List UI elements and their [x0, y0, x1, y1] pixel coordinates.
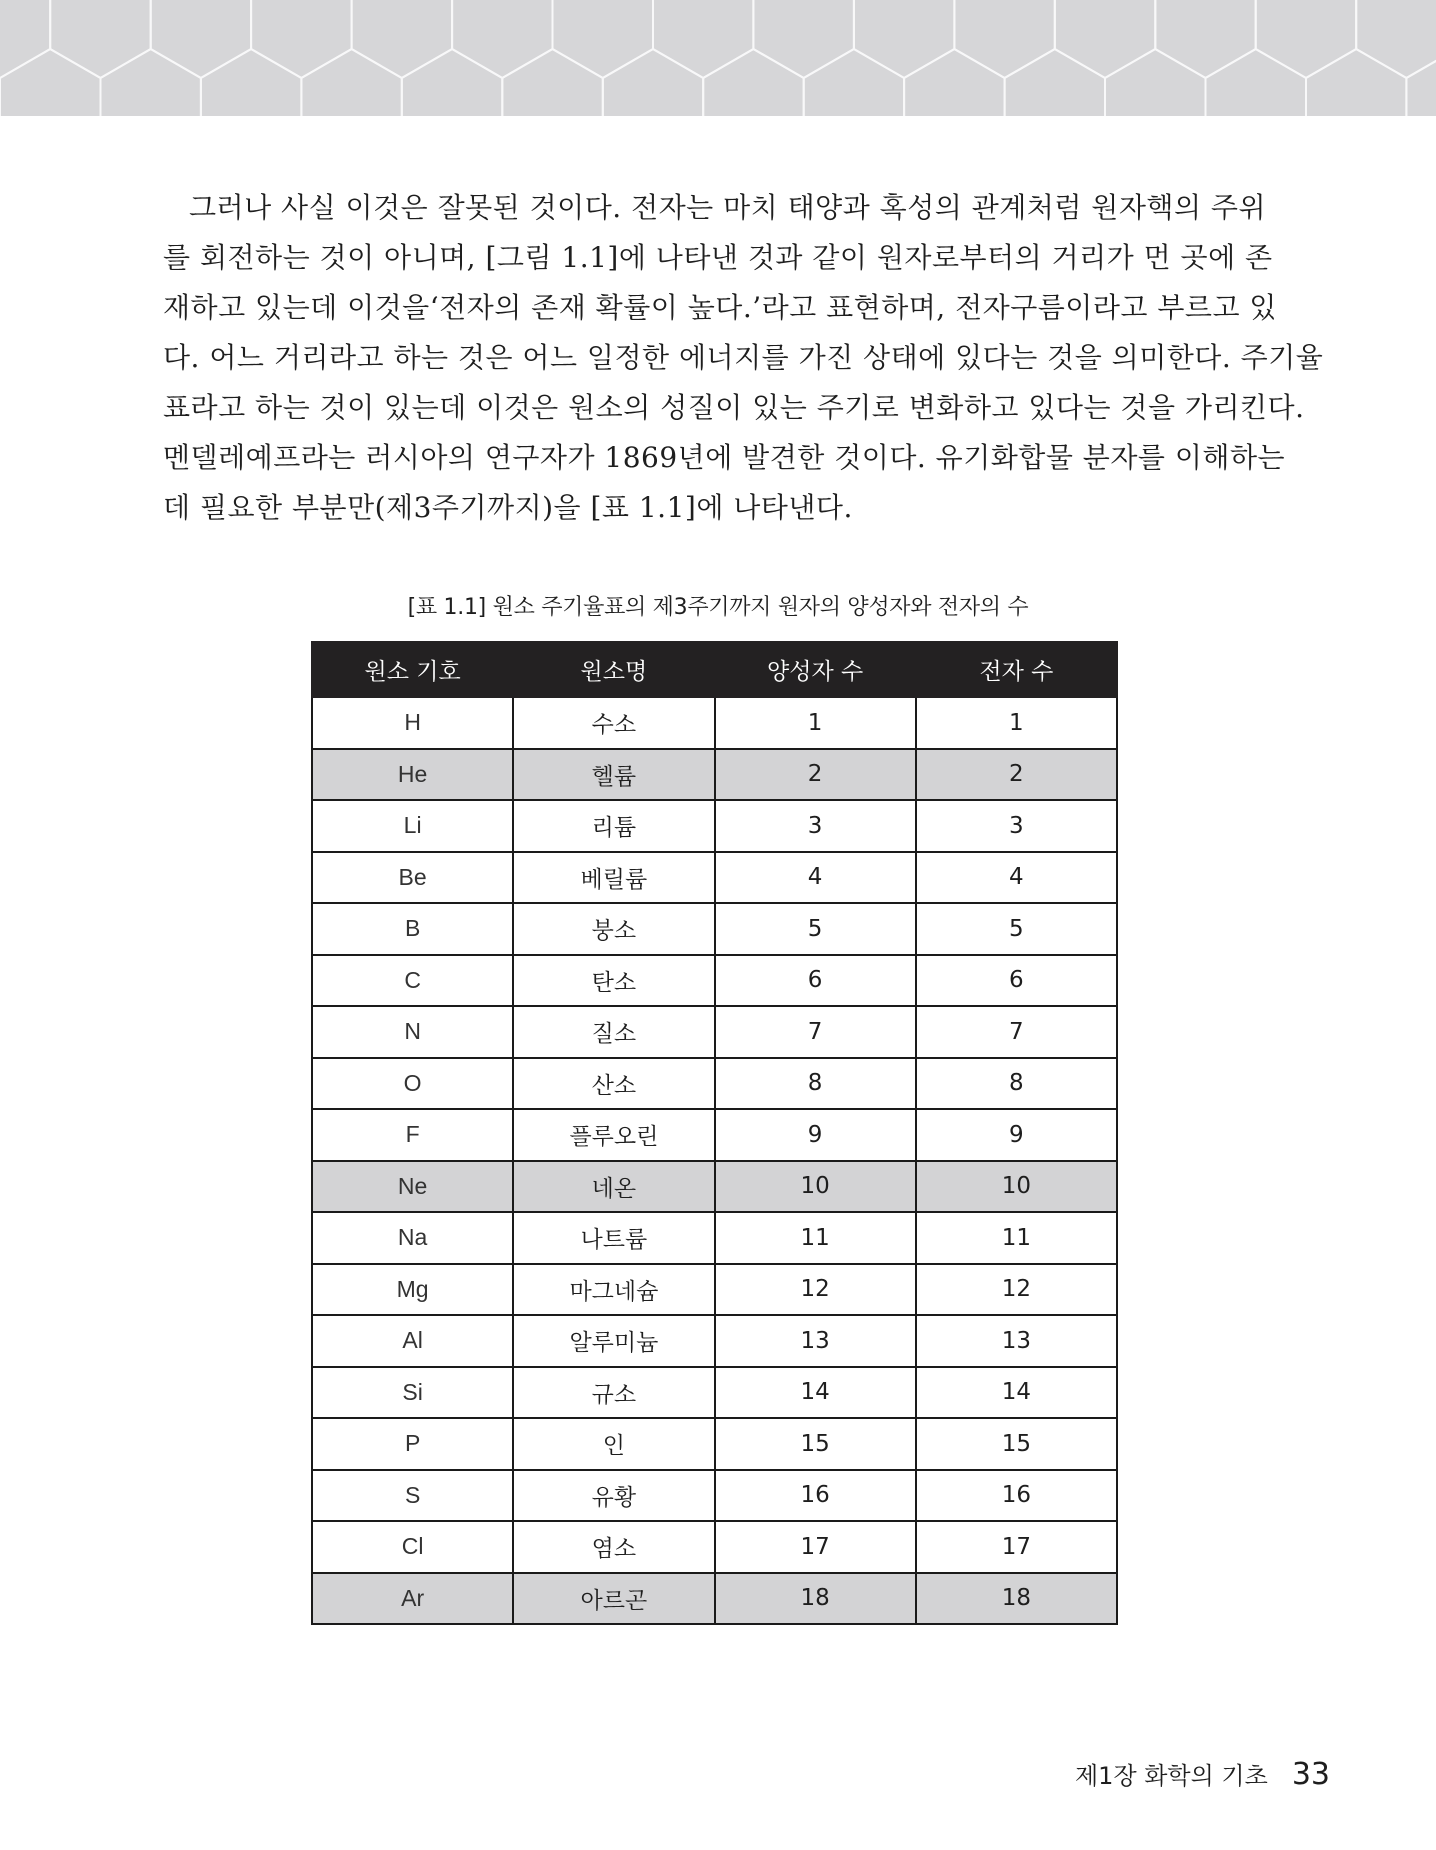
cell-symbol: B: [312, 903, 513, 955]
cell-electrons: 9: [916, 1109, 1117, 1161]
hexagon-shape: [1055, 0, 1156, 78]
hexagon-shape: [1155, 0, 1255, 78]
cell-symbol: Cl: [312, 1521, 513, 1573]
hexagon-shape: [201, 49, 302, 116]
hexagon-shape: [502, 49, 603, 116]
cell-element-name: 플루오린: [513, 1109, 714, 1161]
cell-protons: 10: [715, 1161, 916, 1213]
table-header-row: [312, 642, 1117, 697]
hexagon-shape: [301, 49, 401, 116]
hexagon-shape: [151, 0, 251, 78]
hexagon-shape: [854, 0, 955, 78]
table-row: [312, 1521, 1117, 1573]
cell-electrons: 16: [916, 1470, 1117, 1522]
hexagon-shape: [1256, 0, 1357, 78]
cell-symbol: F: [312, 1109, 513, 1161]
cell-electrons: 18: [916, 1573, 1117, 1625]
cell-electrons: 2: [916, 749, 1117, 801]
cell-electrons: 1: [916, 697, 1117, 749]
table-row: [312, 697, 1117, 749]
cell-element-name: 베릴륨: [513, 852, 714, 904]
cell-element-name: 규소: [513, 1367, 714, 1419]
page-footer: [1075, 1756, 1330, 1792]
hexagon-shape: [1356, 0, 1436, 78]
column-header-symbol: 원소 기호: [312, 642, 513, 697]
cell-symbol: He: [312, 749, 513, 801]
hexagon-shape: [0, 49, 101, 116]
cell-element-name: 리튬: [513, 800, 714, 852]
hexagon-shape: [653, 0, 753, 78]
cell-protons: 16: [715, 1470, 916, 1522]
cell-protons: 2: [715, 749, 916, 801]
column-header-name: 원소명: [513, 642, 714, 697]
table-row: [312, 852, 1117, 904]
hexagon-shape: [1406, 49, 1436, 116]
cell-element-name: 나트륨: [513, 1212, 714, 1264]
cell-element-name: 유황: [513, 1470, 714, 1522]
cell-element-name: 붕소: [513, 903, 714, 955]
paragraph-line: 재하고 있는데 이것을‘전자의 존재 확률이 높다.’라고 표현하며, 전자구름이라고 부르고 있: [163, 291, 1277, 324]
table-row: [312, 1367, 1117, 1419]
table-row: [312, 1264, 1117, 1316]
cell-symbol: Na: [312, 1212, 513, 1264]
periodic-elements-table: [311, 641, 1118, 1625]
table-row: [312, 1058, 1117, 1110]
paragraph-line: 그러나 사실 이것은 잘못된 것이다. 전자는 마치 태양과 혹성의 관계처럼 원자핵의 주위: [189, 191, 1266, 224]
paragraph-line: 표라고 하는 것이 있는데 이것은 원소의 성질이 있는 주기로 변화하고 있다는 것을 가리킨다.: [163, 391, 1305, 424]
hexagon-shape: [101, 49, 201, 116]
cell-protons: 8: [715, 1058, 916, 1110]
table-row: [312, 1470, 1117, 1522]
cell-protons: 1: [715, 697, 916, 749]
table-row: [312, 1573, 1117, 1625]
cell-electrons: 11: [916, 1212, 1117, 1264]
hexagon-shape: [1206, 49, 1307, 116]
cell-element-name: 탄소: [513, 955, 714, 1007]
hexagon-shape: [804, 49, 904, 116]
cell-protons: 11: [715, 1212, 916, 1264]
cell-symbol: H: [312, 697, 513, 749]
cell-symbol: Mg: [312, 1264, 513, 1316]
cell-protons: 12: [715, 1264, 916, 1316]
table-row: [312, 1315, 1117, 1367]
cell-symbol: Si: [312, 1367, 513, 1419]
cell-element-name: 알루미늄: [513, 1315, 714, 1367]
cell-electrons: 10: [916, 1161, 1117, 1213]
cell-symbol: Ne: [312, 1161, 513, 1213]
paragraph-line: 를 회전하는 것이 아니며, [그림 1.1]에 나타낸 것과 같이 원자로부터의 거리가 먼 곳에 존: [163, 241, 1273, 274]
body-paragraph: [163, 183, 1324, 533]
cell-element-name: 네온: [513, 1161, 714, 1213]
cell-electrons: 8: [916, 1058, 1117, 1110]
hexagon-shape: [954, 0, 1054, 78]
paragraph-line: 데 필요한 부분만(제3주기까지)을 [표 1.1]에 나타낸다.: [163, 491, 853, 524]
cell-element-name: 인: [513, 1418, 714, 1470]
cell-element-name: 수소: [513, 697, 714, 749]
header-band: [0, 0, 1436, 116]
table-caption: [표 1.1] 원소 주기율표의 제3주기까지 원자의 양성자와 전자의 수: [407, 595, 1029, 620]
column-header-protons: 양성자 수: [715, 642, 916, 697]
cell-symbol: P: [312, 1418, 513, 1470]
cell-electrons: 14: [916, 1367, 1117, 1419]
cell-symbol: Li: [312, 800, 513, 852]
cell-electrons: 13: [916, 1315, 1117, 1367]
hexagon-shape: [753, 0, 854, 78]
hexagon-shape: [1005, 49, 1105, 116]
column-header-electrons: 전자 수: [916, 642, 1117, 697]
cell-element-name: 질소: [513, 1006, 714, 1058]
cell-electrons: 12: [916, 1264, 1117, 1316]
table-row: [312, 955, 1117, 1007]
cell-symbol: S: [312, 1470, 513, 1522]
hexagon-shape: [452, 0, 552, 78]
cell-element-name: 마그네슘: [513, 1264, 714, 1316]
cell-element-name: 아르곤: [513, 1573, 714, 1625]
cell-electrons: 4: [916, 852, 1117, 904]
hexagon-shape: [603, 49, 703, 116]
cell-element-name: 염소: [513, 1521, 714, 1573]
cell-protons: 17: [715, 1521, 916, 1573]
cell-electrons: 7: [916, 1006, 1117, 1058]
cell-protons: 9: [715, 1109, 916, 1161]
cell-element-name: 헬륨: [513, 749, 714, 801]
cell-protons: 4: [715, 852, 916, 904]
hexagon-shape: [402, 49, 503, 116]
table-row: [312, 1418, 1117, 1470]
chapter-title: 제1장 화학의 기초: [1074, 1762, 1268, 1790]
cell-electrons: 6: [916, 955, 1117, 1007]
cell-symbol: Ar: [312, 1573, 513, 1625]
cell-electrons: 15: [916, 1418, 1117, 1470]
cell-symbol: O: [312, 1058, 513, 1110]
hexagon-shape: [50, 0, 151, 78]
paragraph-line: 멘델레예프라는 러시아의 연구자가 1869년에 발견한 것이다. 유기화합물 분자를 이해하는: [163, 441, 1286, 474]
cell-protons: 13: [715, 1315, 916, 1367]
hexagon-shape: [1306, 49, 1406, 116]
paragraph-line: 다. 어느 거리라고 하는 것은 어느 일정한 에너지를 가진 상태에 있다는 것을 의미한다. 주기율: [163, 341, 1324, 374]
cell-protons: 18: [715, 1573, 916, 1625]
hexagon-shape: [352, 0, 453, 78]
cell-electrons: 17: [916, 1521, 1117, 1573]
hexagon-shape: [904, 49, 1005, 116]
cell-protons: 14: [715, 1367, 916, 1419]
cell-protons: 3: [715, 800, 916, 852]
table-row: [312, 1109, 1117, 1161]
cell-symbol: N: [312, 1006, 513, 1058]
hexagon-pattern: [0, 0, 1436, 116]
cell-symbol: C: [312, 955, 513, 1007]
hexagon-shape: [1105, 49, 1206, 116]
table-row: [312, 800, 1117, 852]
table-row: [312, 1212, 1117, 1264]
cell-symbol: Be: [312, 852, 513, 904]
hexagon-shape: [703, 49, 804, 116]
hexagon-shape: [0, 0, 50, 78]
table-row: [312, 1161, 1117, 1213]
table-row: [312, 1006, 1117, 1058]
page-number: 33: [1291, 1757, 1330, 1792]
table-row: [312, 749, 1117, 801]
cell-symbol: Al: [312, 1315, 513, 1367]
hexagon-shape: [251, 0, 352, 78]
cell-electrons: 3: [916, 800, 1117, 852]
cell-element-name: 산소: [513, 1058, 714, 1110]
cell-electrons: 5: [916, 903, 1117, 955]
table-body: [312, 697, 1117, 1624]
cell-protons: 6: [715, 955, 916, 1007]
hexagon-shape: [553, 0, 654, 78]
cell-protons: 7: [715, 1006, 916, 1058]
cell-protons: 5: [715, 903, 916, 955]
cell-protons: 15: [715, 1418, 916, 1470]
table-row: [312, 903, 1117, 955]
